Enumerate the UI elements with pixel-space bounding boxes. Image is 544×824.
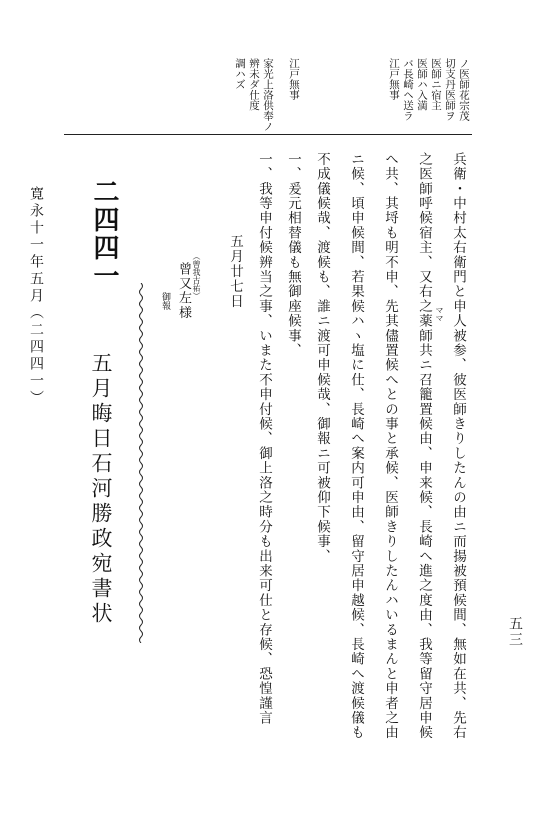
sic-note: ママ: [435, 306, 444, 322]
head-rule: [64, 134, 472, 135]
running-header: 寛永十一年五月（二四四一）: [28, 186, 44, 407]
sender-note: （曾我古祐）: [192, 252, 201, 300]
body-column-1: 兵衛・中村太右衛門と申人被参、彼医師きりしたんの由ニ而揚被預候間、無如在共、先右: [450, 152, 466, 740]
document-title: 五月晦日石河勝政宛書状: [89, 352, 113, 627]
body-column-5: 不成儀候哉、渡候も、誰ニ渡可申候哉、御報ニ可被仰下候事、: [314, 152, 330, 564]
head-note-6: 江戸無事: [388, 58, 400, 100]
head-note-5: バ長崎ヘ送ラ: [402, 58, 414, 121]
reply-mark: 御報: [160, 292, 170, 310]
head-note-7: 江戸無事: [288, 58, 300, 100]
wavy-separator: [136, 283, 146, 643]
body-column-3: へ共、其埒も明不申、先其儘置候へとの事と承候、医師きりしたんハいるまんと申者之由: [382, 152, 398, 740]
page-number: 五三: [507, 616, 523, 648]
head-note-8: 家光上洛供奉ノ: [262, 58, 274, 132]
body-column-6: 一、爰元相替儀も無御座候事、: [285, 152, 301, 358]
body-column-2: 之医師呼候宿主、又右之薬師共ニ召籠置候由、申来候、長崎へ進之度由、我等留守居申候: [416, 152, 432, 740]
head-note-2: 切支丹医師ヲ: [444, 58, 456, 121]
head-note-3: 医師ニ宿主: [430, 58, 442, 111]
head-note-4: 医師ハ入満: [416, 58, 428, 111]
document-number: 二四四一: [89, 178, 119, 290]
head-note-9: 辨未ダ仕度: [248, 58, 260, 111]
head-note-1: ノ医師花宗茂: [458, 58, 470, 121]
addressee: 曾又左様: [176, 262, 191, 320]
head-note-10: 調ハズ: [234, 58, 246, 90]
body-column-4: ニ候、頃申候間、若果候ハヽ塩に仕、長崎へ案内可申由、留守居申越候、長崎へ渡候儀も: [348, 152, 364, 740]
body-column-7: 一、我等申付候辨当之事、いまた不申付候、御上洛之時分も出来可仕と存候、恐惶謹言: [256, 152, 272, 726]
closing-date: 五月廿七日: [227, 234, 243, 309]
